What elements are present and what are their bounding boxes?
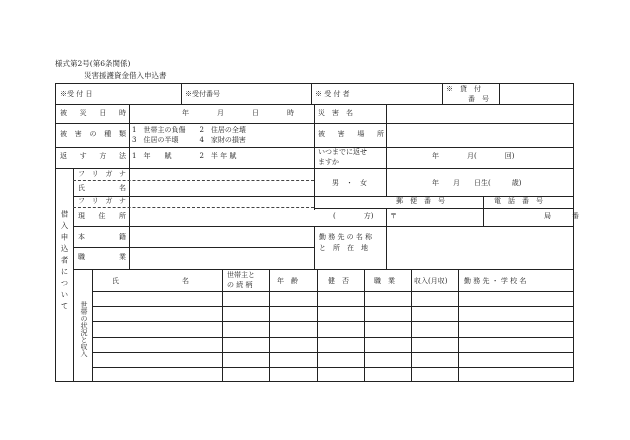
- phone-suffix: 局 番: [544, 212, 579, 220]
- reception-row: [55, 83, 574, 105]
- reception-number-label: ※受付番号: [185, 90, 220, 98]
- damage-place-label: 被 害 場 所: [318, 130, 384, 138]
- reception-date-label: ※受 付 日: [60, 90, 93, 98]
- damage-options-2: 3 住居の半壊 4 家財の損害: [132, 136, 246, 144]
- repayment-deadline-label-2: ますか: [318, 158, 339, 166]
- receiver-label: ※ 受 付 者: [315, 90, 350, 98]
- household-header-rule: [92, 291, 573, 292]
- household-row-line: [92, 337, 573, 338]
- main-table: [55, 105, 579, 382]
- loan-number-label-2: 番 号: [468, 95, 489, 103]
- form-title: 災害援護資金借入申込書: [84, 71, 167, 80]
- col-job-header: 職 業: [374, 277, 395, 285]
- address-label: 現 住 所: [78, 212, 126, 220]
- damage-options-1: 1 世帯主の負傷 2 住居の全壊: [132, 126, 246, 134]
- workplace-label-2: と 所 在 地: [319, 244, 368, 252]
- col-name-header: 氏 名: [112, 277, 189, 285]
- repayment-deadline-label-1: いつまでに返せ: [318, 148, 367, 156]
- applicant-section-label: 借入申込者について: [60, 210, 69, 314]
- disaster-name-label: 災 害 名: [318, 109, 353, 117]
- col-age-header: 年 齢: [277, 277, 298, 285]
- repayment-method-label: 返 す 方 法: [60, 152, 126, 160]
- damage-type-label: 被 害 の 種 類: [60, 130, 126, 138]
- household-row-line: [92, 352, 573, 353]
- form-number: 様式第2号(第6条関係): [55, 59, 131, 68]
- phone-label: 電 話 番 号: [494, 197, 543, 205]
- postal-label: 郵 便 番 号: [396, 197, 445, 205]
- disaster-date-label: 被 災 日 時: [60, 109, 126, 117]
- furigana2-label: フ リ ガ ナ: [78, 197, 126, 205]
- domicile-label: 本 籍: [78, 233, 126, 241]
- birth-value: 年 月 日生( 歳): [432, 179, 522, 187]
- col-relation-header-1: 世帯主と: [227, 271, 255, 279]
- furigana-label: フ リ ガ ナ: [78, 170, 126, 178]
- col-income-header: 収入(月収): [414, 277, 448, 285]
- col-health-header: 健 否: [328, 277, 349, 285]
- col-relation-header-2: の 続 柄: [227, 281, 253, 289]
- disaster-date-value: 年 月 日 時: [182, 109, 294, 117]
- household-row-line: [92, 367, 573, 368]
- household-row-line: [92, 321, 573, 322]
- address-paren: ( 方): [333, 212, 374, 220]
- col-school-header: 勤 務 先 ・ 学 校 名: [464, 277, 527, 285]
- name-label: 氏 名: [78, 184, 126, 192]
- repayment-deadline-value: 年 月( 回): [432, 152, 515, 160]
- gender-value: 男 ・ 女: [332, 179, 367, 187]
- workplace-label-1: 勤 務 先 の 名 称: [319, 233, 373, 241]
- household-section-label: 世帯の状況と収入: [80, 301, 88, 357]
- occupation-label: 職 業: [78, 253, 126, 261]
- loan-number-label-1: ※ 貸 付: [446, 85, 481, 93]
- postal-mark: 〒: [390, 212, 397, 220]
- household-row-line: [92, 306, 573, 307]
- repayment-method-options: 1 年 賦 2 半 年 賦: [132, 152, 237, 160]
